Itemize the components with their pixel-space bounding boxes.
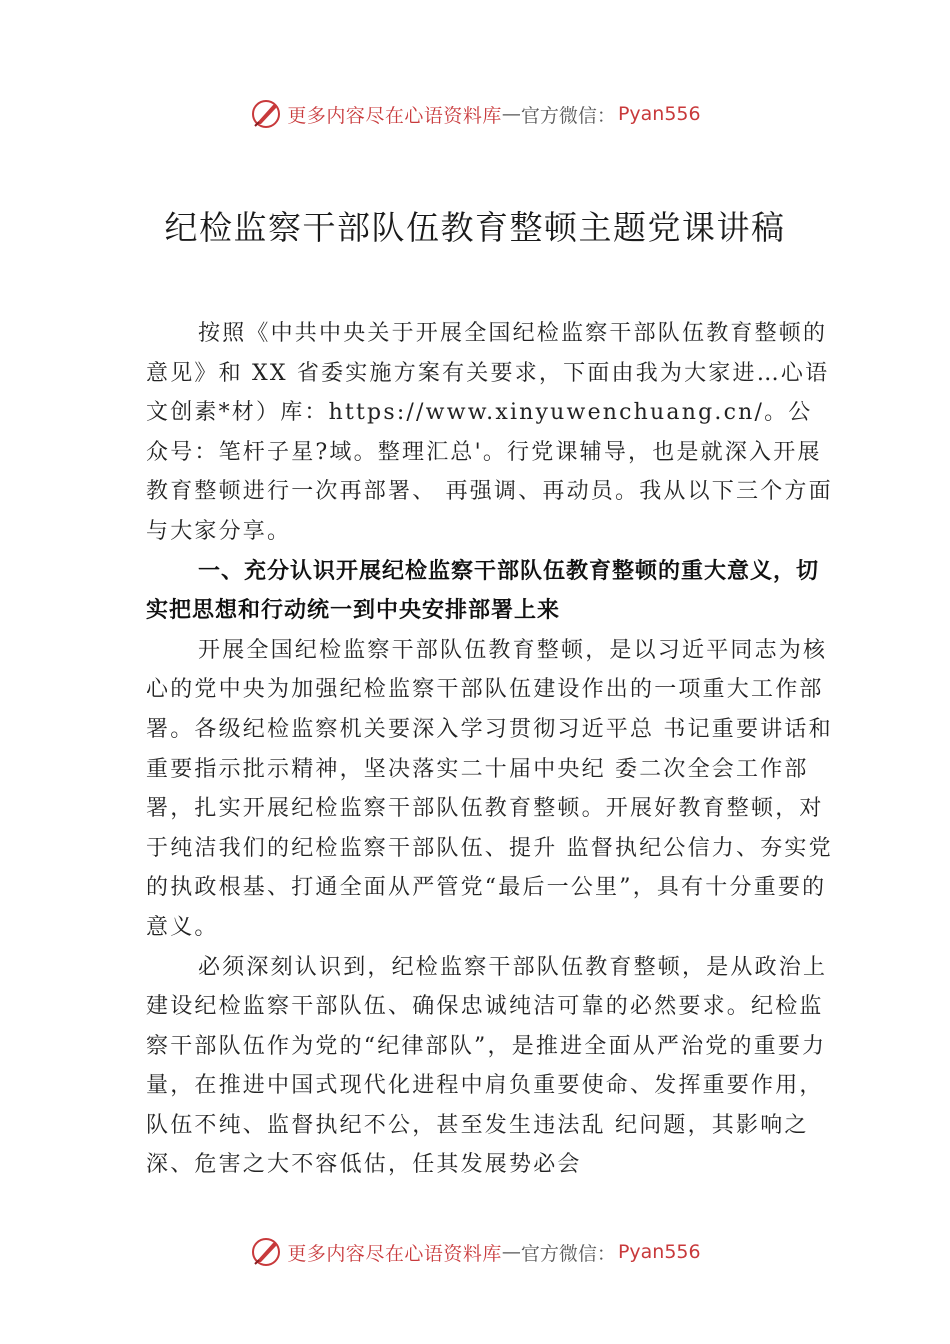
banner-handle: Pyan556 bbox=[617, 1241, 701, 1263]
quill-logo-icon bbox=[249, 1235, 283, 1269]
document-title: 纪检监察干部队伍教育整顿主题党课讲稿 bbox=[164, 208, 786, 247]
intro-paragraph: 按照《中共中央关于开展全国纪检监察干部队伍教育整顿的意见》和 XX 省委实施方案有关要求，下面由我为大家进…心语文创素*材）库：https://www.xinyuwenchuang.cn/。公众号：笔杆子星?域。整理汇总'。行党课辅导，也是就深入开展教育整顿进行一次再部署、 再强调、再动员。我从以下三个方面与大家分享。 bbox=[146, 321, 833, 544]
banner-wechat-label: 官方微信： bbox=[520, 1242, 616, 1265]
footer-banner bbox=[0, 1232, 950, 1272]
body-paragraph: 必须深刻认识到，纪检监察干部队伍教育整顿，是从政治上建设纪检监察干部队伍、确保忠诚纯洁可靠的必然要求。纪检监察干部队伍作为党的“纪律部队”，是推进全面从严治党的重要力量，在推进中国式现代化进程中肩负重要使命、发挥重要作用，队伍不纯、监督执纪不公，甚至发生违法乱 纪问题，其影响之深、危害之大不容低估，任其发展势必会 bbox=[146, 954, 828, 1178]
document-body bbox=[146, 314, 836, 1185]
header-banner bbox=[0, 94, 950, 134]
banner-handle: Pyan556 bbox=[617, 103, 701, 125]
body-paragraph: 开展全国纪检监察干部队伍教育整顿，是以习近平同志为核心的党中央为加强纪检监察干部队伍建设作出的一项重大工作部署。各级纪检监察机关要深入学习贯彻习近平总 书记重要讲话和重要指示批示精神，坚决落实二十届中央纪 委二次全会工作部署，扎实开展纪检监察干部队伍教育整顿。开展好教育整顿，对于纯洁我们的纪检监察干部队伍、提升 监督执纪公信力、夯实党的执政根基、打通全面从严管党“最后一公里”，具有十分重要的意义。 bbox=[146, 637, 833, 940]
banner-dash: — bbox=[501, 1241, 521, 1263]
banner-wechat-label: 官方微信： bbox=[520, 104, 616, 127]
quill-logo-icon bbox=[249, 97, 283, 131]
banner-brand: 更多内容尽在心语资料库 bbox=[287, 104, 502, 127]
banner-dash: — bbox=[501, 103, 521, 125]
banner-brand: 更多内容尽在心语资料库 bbox=[287, 1242, 502, 1265]
section-heading-1: 一、充分认识开展纪检监察干部队伍教育整顿的重大意义，切实把思想和行动统一到中央安排部署上来 bbox=[146, 558, 820, 624]
